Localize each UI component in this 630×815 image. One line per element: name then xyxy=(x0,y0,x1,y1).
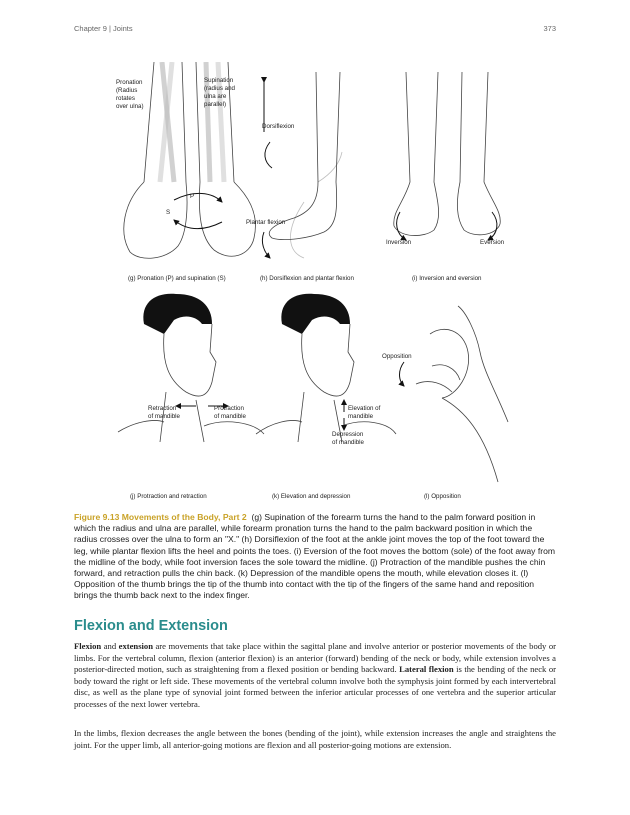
panel-k-labels xyxy=(272,405,381,500)
panel-l-illustration xyxy=(400,306,509,482)
panel-k-illustration xyxy=(256,294,396,442)
term-flexion: Flexion xyxy=(74,641,102,651)
label-dorsiflexion: Dorsiflexion xyxy=(262,123,295,130)
figure-caption-label: Figure 9.13 Movements of the Body, Part 2 xyxy=(74,512,247,522)
label-supination-1: Supination xyxy=(204,77,234,84)
paragraph-limbs: In the limbs, flexion decreases the angle between the bones (bending of the joint), while extension increases the angle and straightens the joint. For the upper limb, all anterior-going motions are flexion and all posterior-going motions are extension. xyxy=(74,728,556,750)
text-span: is the bending of the neck or body toward the right or left side. These movements of the vertebral column involve both the symphysis joint formed by each intervertebral disc, as well as the plane type of synovial joint formed between the inferior articular processes of one vertebra and the superior articular processes of the next lower vertebra. xyxy=(74,664,556,709)
panel-i-illustration xyxy=(394,72,500,240)
label-pronation-2: (Radius xyxy=(116,87,138,94)
panel-g-illustration xyxy=(124,62,256,258)
label-supination-4: parallel) xyxy=(204,101,227,108)
text-span: are movements that take place within the sagittal plane and involve anterior or posterior movements of the body or limbs. For the vertebral column, flexion (anterior flexion) is an anterior (forward) bending of the neck or body, while extension involves a posterior-directed motion, such as straightening from a flexed position or bending backward. xyxy=(74,641,556,675)
panel-title-k: (k) Elevation and depression xyxy=(272,493,351,500)
figure-illustration xyxy=(104,62,524,504)
term-lateral-flexion: Lateral flexion xyxy=(399,664,454,675)
label-depression-2: of mandible xyxy=(332,439,364,446)
label-retraction-1: Retraction xyxy=(148,405,177,412)
label-protraction-2: of mandible xyxy=(214,413,246,420)
panel-title-h: (h) Dorsiflexion and plantar flexion xyxy=(260,275,354,282)
figure-body-movements xyxy=(104,62,524,504)
label-eversion: Eversion xyxy=(480,239,505,246)
panel-h-labels xyxy=(246,123,354,282)
label-pronation-4: over ulna) xyxy=(116,103,144,110)
panel-title-l: (l) Opposition xyxy=(424,493,461,500)
label-s: S xyxy=(166,209,171,216)
text-span: and xyxy=(101,641,119,651)
label-pronation-1: Pronation xyxy=(116,79,143,86)
label-inversion: Inversion xyxy=(386,239,412,246)
label-supination-2: (radius and xyxy=(204,85,235,92)
panel-title-g: (g) Pronation (P) and supination (S) xyxy=(128,275,226,282)
panel-title-j: (j) Protraction and retraction xyxy=(130,493,207,500)
label-opposition: Opposition xyxy=(382,353,412,360)
label-plantar-flexion: Plantar flexion xyxy=(246,219,286,226)
section-title: Flexion and Extension xyxy=(74,618,228,634)
term-extension: extension xyxy=(118,641,153,651)
label-pronation-3: rotates xyxy=(116,95,135,102)
label-elevation-2: mandible xyxy=(348,413,374,420)
label-supination-3: ulna are xyxy=(204,93,227,100)
panel-i-labels xyxy=(386,239,505,282)
label-elevation-1: Elevation of xyxy=(348,405,381,412)
label-depression-1: Depression xyxy=(332,431,364,438)
panel-title-i: (i) Inversion and eversion xyxy=(412,275,482,282)
panel-h-illustration xyxy=(262,72,342,258)
figure-caption xyxy=(74,512,556,602)
figure-caption-text: (g) Supination of the forearm turns the hand to the palm forward position in which the radius and ulna are parallel, while forearm pronation turns the hand to the palm backward position in which the radius crosses over the ulna to form an "X." (h) Dorsiflexion of the foot at the ankle joint moves the top of the foot toward the leg, while plantar flexion lifts the heel and points the toes. (i) Eversion of the foot moves the bottom (sole) of the foot away from the midline of the body, while foot inversion faces the sole toward the midline. (j) Protraction of the mandible pushes the chin forward, and retraction pulls the chin back. (k) Depression of the mandible opens the mouth, while elevation closes it. (l) Opposition of the thumb brings the tip of the thumb into contact with the tip of the fingers of the same hand and reposition brings the thumb back next to the index finger. xyxy=(74,512,556,601)
label-retraction-2: of mandible xyxy=(148,413,180,420)
panel-j-labels xyxy=(130,405,247,500)
paragraph-flexion-extension xyxy=(74,641,556,711)
page-number: 373 xyxy=(543,24,556,33)
chapter-title: Chapter 9 | Joints xyxy=(74,24,133,33)
page-header xyxy=(74,24,556,33)
panel-l-labels xyxy=(382,353,461,500)
label-p: P xyxy=(190,193,195,200)
label-protraction-1: Protraction xyxy=(214,405,244,412)
